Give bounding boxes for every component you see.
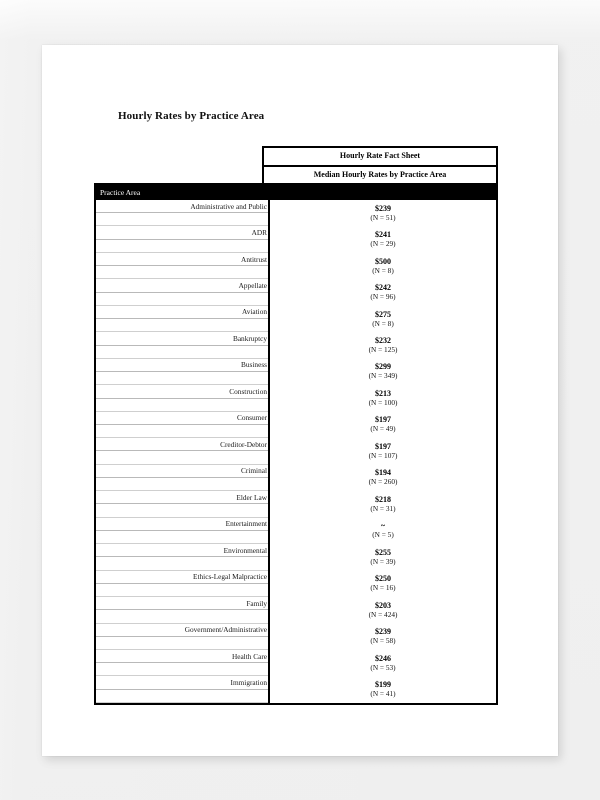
median-rate-value: $250: [375, 574, 391, 584]
practice-area-spacer: [96, 451, 268, 464]
median-rate-value: $239: [375, 203, 391, 213]
rate-cell: [270, 253, 496, 279]
table-row: [96, 676, 268, 702]
table-row: [96, 412, 268, 438]
table-row: [96, 226, 268, 252]
practice-area-column: [96, 200, 270, 703]
table-row: [96, 597, 268, 623]
practice-area-spacer: [96, 240, 268, 253]
practice-area-label: Appellate: [96, 279, 268, 292]
median-rate-value: $218: [375, 494, 391, 504]
rate-cell: [270, 650, 496, 676]
practice-area-spacer: [96, 213, 268, 226]
practice-area-spacer: [96, 584, 268, 597]
table-row: [96, 650, 268, 676]
practice-area-spacer: [96, 637, 268, 650]
practice-area-label: Elder Law: [96, 491, 268, 504]
sample-size-value: (N = 53): [370, 662, 396, 672]
median-rate-value: $213: [375, 388, 391, 398]
rate-cell: [270, 412, 496, 438]
fact-sheet-header: [262, 146, 498, 186]
rate-cell: [270, 359, 496, 385]
practice-area-spacer: [96, 425, 268, 438]
median-rate-value: $246: [375, 653, 391, 663]
table-row: [96, 359, 268, 385]
median-rate-value: $232: [375, 336, 391, 346]
sample-size-value: (N = 8): [372, 318, 394, 328]
table-row: [96, 465, 268, 491]
practice-area-spacer: [96, 531, 268, 544]
rate-cell: [270, 518, 496, 544]
median-rate-value: $299: [375, 362, 391, 372]
practice-area-label: Health Care: [96, 650, 268, 663]
practice-area-spacer: [96, 478, 268, 491]
practice-area-spacer: [96, 293, 268, 306]
practice-area-spacer: [96, 346, 268, 359]
rate-cell: [270, 624, 496, 650]
fact-sheet-title: Hourly Rate Fact Sheet: [339, 151, 421, 160]
table-row: [96, 306, 268, 332]
practice-area-label: Bankruptcy: [96, 332, 268, 345]
sample-size-value: (N = 107): [368, 450, 398, 460]
sample-size-value: (N = 260): [368, 477, 398, 487]
rate-cell: [270, 544, 496, 570]
sample-size-value: (N = 31): [370, 503, 396, 513]
practice-area-label: Business: [96, 359, 268, 372]
rate-cell: [270, 571, 496, 597]
median-rate-value: $255: [375, 547, 391, 557]
median-rate-value: ~: [380, 521, 386, 531]
rate-cell: [270, 226, 496, 252]
rate-cell: [270, 465, 496, 491]
table-row: [96, 491, 268, 517]
practice-area-label: Ethics-Legal Malpractice: [96, 571, 268, 584]
rates-table: [94, 183, 498, 705]
document-page: [42, 45, 558, 756]
practice-area-label: Consumer: [96, 412, 268, 425]
median-rate-value: $194: [375, 468, 391, 478]
rate-cell: [270, 306, 496, 332]
rate-cell: [270, 332, 496, 358]
practice-area-spacer: [96, 690, 268, 703]
fact-sheet-subtitle: Median Hourly Rates by Practice Area: [264, 165, 496, 184]
practice-area-spacer: [96, 319, 268, 332]
median-rate-value: $197: [375, 415, 391, 425]
practice-area-spacer: [96, 399, 268, 412]
median-rate-value: $197: [375, 441, 391, 451]
median-rate-column: [270, 200, 496, 703]
median-rate-value: $239: [375, 627, 391, 637]
sample-size-value: (N = 125): [368, 344, 398, 354]
median-rate-value: $241: [375, 230, 391, 240]
page-title: Hourly Rates by Practice Area: [118, 110, 265, 122]
table-row: [96, 279, 268, 305]
table-body: [96, 200, 496, 703]
median-rate-value: $199: [375, 680, 391, 690]
table-row: [96, 332, 268, 358]
practice-area-label: Administrative and Public: [96, 200, 268, 213]
practice-area-label: Entertainment: [96, 518, 268, 531]
practice-area-label: ADR: [96, 226, 268, 239]
practice-area-label: Creditor-Debtor: [96, 438, 268, 451]
sample-size-value: (N = 100): [368, 397, 398, 407]
rate-cell: [270, 279, 496, 305]
table-column-header-practice-area: Practice Area: [96, 185, 496, 200]
sample-size-value: (N = 8): [372, 265, 394, 275]
practice-area-spacer: [96, 663, 268, 676]
median-rate-value: $275: [375, 309, 391, 319]
rate-cell: [270, 200, 496, 226]
sample-size-value: (N = 96): [370, 292, 396, 302]
table-row: [96, 518, 268, 544]
practice-area-label: Immigration: [96, 676, 268, 689]
rate-cell: [270, 438, 496, 464]
sample-size-value: (N = 349): [368, 371, 398, 381]
table-row: [96, 253, 268, 279]
sample-size-value: (N = 49): [370, 424, 396, 434]
sample-size-value: (N = 41): [370, 689, 396, 699]
table-row: [96, 385, 268, 411]
median-rate-value: $203: [375, 600, 391, 610]
table-row: [96, 200, 268, 226]
rate-cell: [270, 491, 496, 517]
practice-area-spacer: [96, 504, 268, 517]
table-row: [96, 438, 268, 464]
practice-area-label: Construction: [96, 385, 268, 398]
sample-size-value: (N = 16): [370, 583, 396, 593]
sample-size-value: (N = 58): [370, 636, 396, 646]
rate-cell: [270, 676, 496, 702]
table-row: [96, 544, 268, 570]
practice-area-label: Family: [96, 597, 268, 610]
sample-size-value: (N = 39): [370, 556, 396, 566]
practice-area-label: Government/Administrative: [96, 624, 268, 637]
practice-area-spacer: [96, 372, 268, 385]
practice-area-label: Criminal: [96, 465, 268, 478]
practice-area-label: Environmental: [96, 544, 268, 557]
sample-size-value: (N = 51): [370, 212, 396, 222]
rate-cell: [270, 385, 496, 411]
rate-cell: [270, 597, 496, 623]
median-rate-value: $500: [375, 256, 391, 266]
sample-size-value: (N = 29): [370, 239, 396, 249]
practice-area-label: Aviation: [96, 306, 268, 319]
practice-area-label: Antitrust: [96, 253, 268, 266]
table-row: [96, 571, 268, 597]
practice-area-spacer: [96, 557, 268, 570]
table-row: [96, 624, 268, 650]
practice-area-spacer: [96, 266, 268, 279]
sample-size-value: (N = 424): [368, 609, 398, 619]
median-rate-value: $242: [375, 283, 391, 293]
practice-area-spacer: [96, 610, 268, 623]
sample-size-value: (N = 5): [372, 530, 394, 540]
